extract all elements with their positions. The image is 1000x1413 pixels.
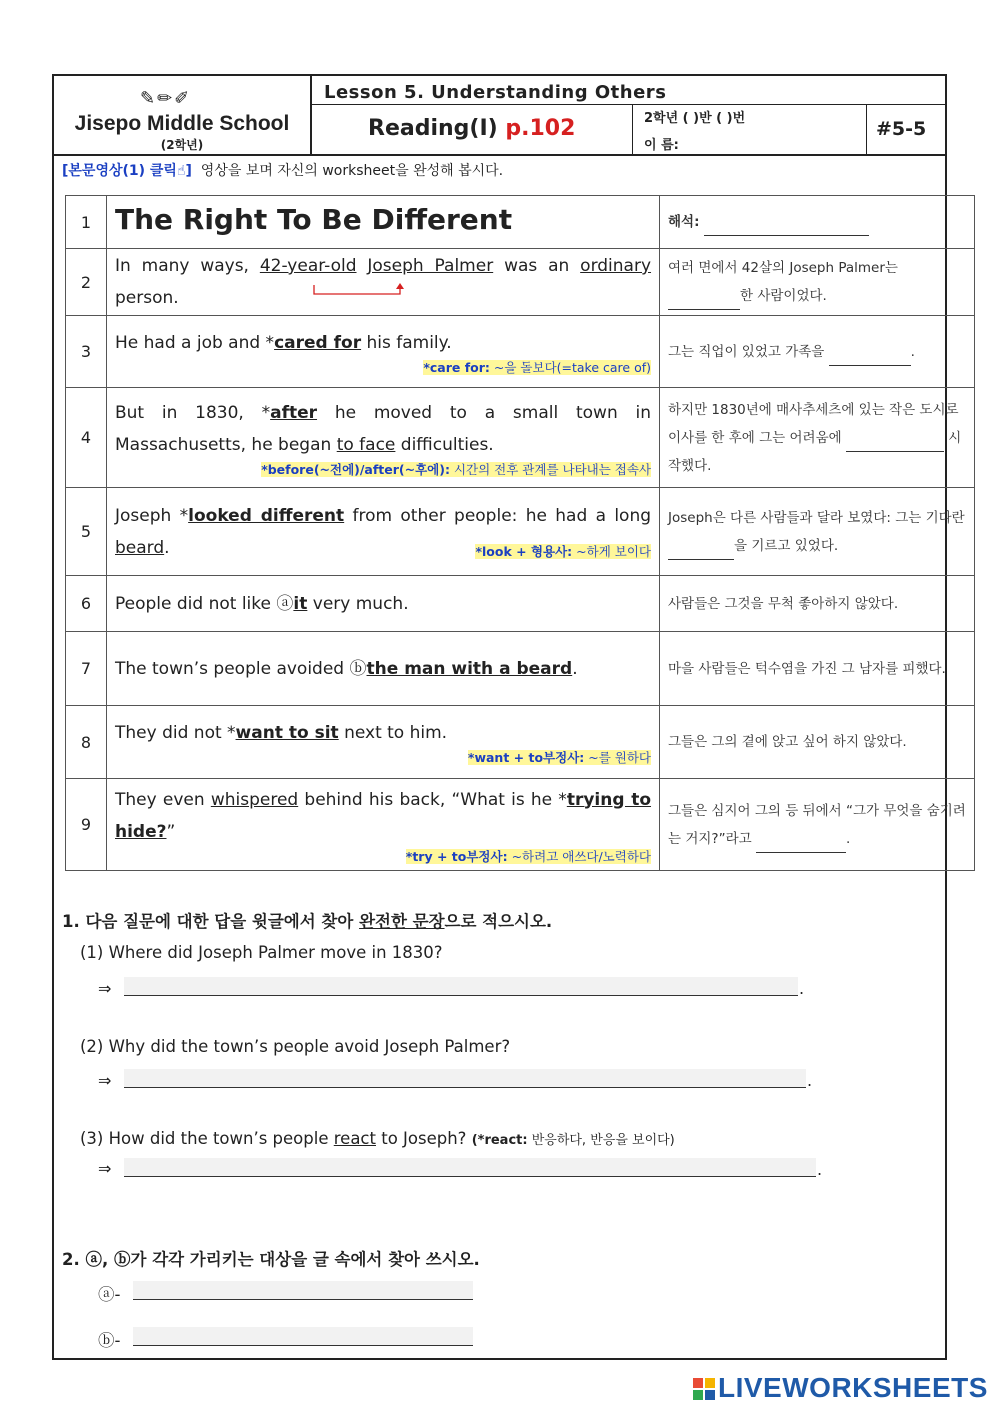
sentence-ko: 사람들은 그것을 무척 좋아하지 않았다.: [660, 576, 975, 632]
text: 을 기르고 있었다.: [734, 537, 839, 554]
text: He had a job and *: [115, 332, 275, 353]
text: 1. 다음 질문에 대한 답을 윗글에서 찾아: [62, 912, 354, 931]
underlined-word: 42-year-old: [259, 256, 357, 276]
table-row: [66, 388, 975, 488]
answer-b-input[interactable]: [133, 1327, 473, 1346]
text: Joseph은 다른 사람들과 달라 보였다: 그는 기다란: [668, 509, 965, 526]
question-1-heading: [62, 908, 552, 932]
answer-input-1[interactable]: [124, 977, 798, 996]
row-number: 3: [66, 316, 107, 388]
table-row: [66, 576, 975, 632]
text: .: [845, 830, 851, 847]
answer-b-label: ⓑ-: [98, 1331, 121, 1350]
school-grade: (2학년): [160, 138, 204, 152]
underlined-word: react: [333, 1129, 376, 1148]
note-text: ~하려고 애쓰다/노력하다: [511, 848, 651, 864]
video-link[interactable]: [본문영상(1) 클릭☝]: [62, 163, 192, 179]
sentence-en: [107, 316, 660, 388]
text: They even: [115, 789, 205, 810]
reference-word: the man with a beard: [366, 658, 573, 679]
text: next to him.: [344, 723, 448, 743]
row-number: 6: [66, 576, 107, 632]
sentence-ko: [660, 316, 975, 388]
sentence-en: [107, 632, 660, 706]
sentence-ko: [660, 488, 975, 576]
subtitle-text: 영상을 보며 자신의 worksheet을 완성해 봅시다.: [200, 163, 504, 179]
underlined-word: whispered: [210, 789, 299, 810]
underlined-word: Joseph Palmer: [367, 256, 494, 276]
liveworksheets-logo-icon: [693, 1378, 715, 1400]
text: .: [572, 658, 578, 679]
text: 여러 면에서 42살의 Joseph Palmer는: [668, 260, 898, 276]
vocab-hint: [472, 1133, 675, 1148]
period: .: [807, 1071, 813, 1090]
note-text: 시간의 전후 관계를 나타내는 접속사: [453, 461, 651, 477]
sentence-ko: 마을 사람들은 턱수염을 가진 그 남자를 피했다.: [660, 632, 975, 706]
grammar-note: [115, 461, 651, 479]
answer-input-3[interactable]: [124, 1158, 816, 1177]
answer-arrow-icon: ⇒: [98, 979, 112, 998]
reading-label: Reading(I): [368, 116, 498, 141]
translation-blank[interactable]: [668, 293, 740, 310]
note-key: *look + 형용사:: [475, 544, 573, 559]
sentence-en: [107, 488, 660, 576]
text: 그는 직업이 있었고 가족을: [668, 343, 825, 360]
answer-a-label: ⓐ-: [98, 1285, 121, 1304]
text: was an: [504, 256, 570, 276]
row-number: 8: [66, 706, 107, 779]
answer-arrow-icon: ⇒: [98, 1071, 112, 1090]
worksheet-code: #5-5: [876, 118, 927, 140]
underlined-word: ordinary: [580, 256, 652, 276]
translation-blank[interactable]: [756, 836, 846, 853]
sentence-en: [107, 249, 660, 316]
sentence-en: [107, 388, 660, 488]
reading-title: [368, 116, 575, 141]
page-number: p.102: [505, 116, 576, 141]
subtitle: [62, 160, 503, 180]
reading-table: [65, 195, 975, 871]
text: (3) How did the town’s people: [80, 1129, 329, 1148]
text: ”: [166, 821, 176, 842]
row-number: 7: [66, 632, 107, 706]
sentence-ko: [660, 779, 975, 871]
note-text: ~하게 보이다: [576, 544, 651, 559]
answer-a-input[interactable]: [133, 1281, 473, 1300]
sentence-ko: 그들은 그의 곁에 앉고 싶어 하지 않았다.: [660, 706, 975, 779]
sentence-en: [107, 706, 660, 779]
note-text: ~를 원하다: [588, 750, 651, 765]
text: People did not like ⓐ: [115, 593, 294, 614]
text: from other people: he had a long: [352, 505, 652, 526]
text: But in 1830, *: [115, 402, 271, 423]
row-number: 2: [66, 249, 107, 316]
text: 한 사람이었다.: [740, 288, 827, 304]
row-number: 9: [66, 779, 107, 871]
translation-label: 해석:: [668, 214, 700, 230]
sentence-ko: [660, 388, 975, 488]
text: 그들은 심지어 그의 등 뒤에서 “그가 무엇을 숨기려는 거지?”라고: [668, 802, 966, 847]
grammar-note: [115, 848, 651, 866]
row-number: 5: [66, 488, 107, 576]
key-phrase: trying to hide?: [115, 789, 652, 842]
text: 시작했다.: [668, 429, 962, 474]
name-line: 이 름:: [644, 138, 679, 153]
grammar-note: [115, 749, 651, 767]
text: very much.: [312, 593, 409, 614]
pencil-icons: ✎✏✐: [140, 88, 192, 109]
row-number: 1: [66, 196, 107, 249]
underlined-word: 완전한 문장: [359, 912, 445, 931]
note-key: *before(~전에)/after(~후에):: [261, 461, 450, 477]
text: The town’s people avoided ⓑ: [115, 658, 367, 679]
reference-word: it: [293, 593, 308, 614]
text: person.: [115, 288, 179, 308]
table-row: [66, 196, 975, 249]
note-key: *want + to부정사:: [467, 750, 585, 765]
lesson-title: Lesson 5. Understanding Others: [324, 82, 667, 103]
text: his family.: [366, 332, 452, 353]
text: 으로 적으시오.: [444, 912, 553, 931]
text: he moved to a small town in Massachusetts, he began: [115, 402, 651, 455]
note-text: ~을 돌보다(=take care of): [493, 359, 651, 375]
class-number-line: 2학년 ( )반 ( )번: [644, 111, 746, 126]
translation-blank[interactable]: [829, 349, 911, 366]
translation-blank[interactable]: [846, 435, 944, 452]
table-row: [66, 316, 975, 388]
question-1-3: [80, 1129, 675, 1148]
note-key: *care for:: [423, 359, 490, 375]
text: behind his back, “What is he *: [304, 789, 567, 810]
underlined-word: to face: [336, 434, 396, 455]
text: .: [164, 537, 170, 558]
answer-arrow-icon: ⇒: [98, 1159, 112, 1178]
table-row: [66, 706, 975, 779]
text: to Joseph?: [381, 1129, 467, 1148]
period: .: [799, 979, 805, 998]
text: difficulties.: [400, 434, 494, 455]
translation-blank[interactable]: [668, 543, 734, 560]
key-phrase: cared for: [274, 332, 362, 353]
key-phrase: want to sit: [235, 723, 339, 743]
table-row: [66, 779, 975, 871]
story-title: The Right To Be Different: [115, 203, 513, 236]
text: .: [910, 343, 915, 360]
grammar-note: [475, 543, 651, 561]
question-2-heading: 2. ⓐ, ⓑ가 각각 가리키는 대상을 글 속에서 찾아 쓰시오.: [62, 1250, 480, 1269]
period: .: [817, 1160, 823, 1179]
answer-input-2[interactable]: [124, 1069, 806, 1088]
table-row: [66, 632, 975, 706]
hint-text: 반응하다, 반응을 보이다): [531, 1133, 675, 1148]
grammar-note: [115, 359, 651, 377]
row-number: 4: [66, 388, 107, 488]
hint-key: (*react:: [471, 1133, 528, 1148]
liveworksheets-brand: LIVEWORKSHEETS: [718, 1372, 988, 1403]
table-row: [66, 488, 975, 576]
sentence-en: [107, 576, 660, 632]
question-1-1: (1) Where did Joseph Palmer move in 1830?: [80, 943, 443, 962]
text: In many ways,: [115, 256, 249, 276]
modifier-arrow-icon: [312, 283, 408, 299]
sentence-en: [107, 196, 660, 249]
sentence-ko: [660, 196, 975, 249]
translation-blank[interactable]: [704, 219, 869, 236]
sentence-en: [107, 779, 660, 871]
question-1-2: (2) Why did the town’s people avoid Joseph Palmer?: [80, 1037, 511, 1056]
text: They did not *: [115, 723, 236, 743]
text: Joseph *: [115, 505, 189, 526]
text: 하지만 1830년에 매사추세츠에 있는 작은 도시로 이사를 한 후에 그는 어려움에: [668, 401, 959, 446]
sentence-ko: [660, 249, 975, 316]
key-phrase: looked different: [188, 505, 345, 526]
underlined-word: beard: [115, 537, 165, 558]
school-name: Jisepo Middle School: [74, 112, 290, 135]
note-key: *try + to부정사:: [405, 848, 508, 864]
table-row: [66, 249, 975, 316]
key-phrase: after: [270, 402, 318, 423]
